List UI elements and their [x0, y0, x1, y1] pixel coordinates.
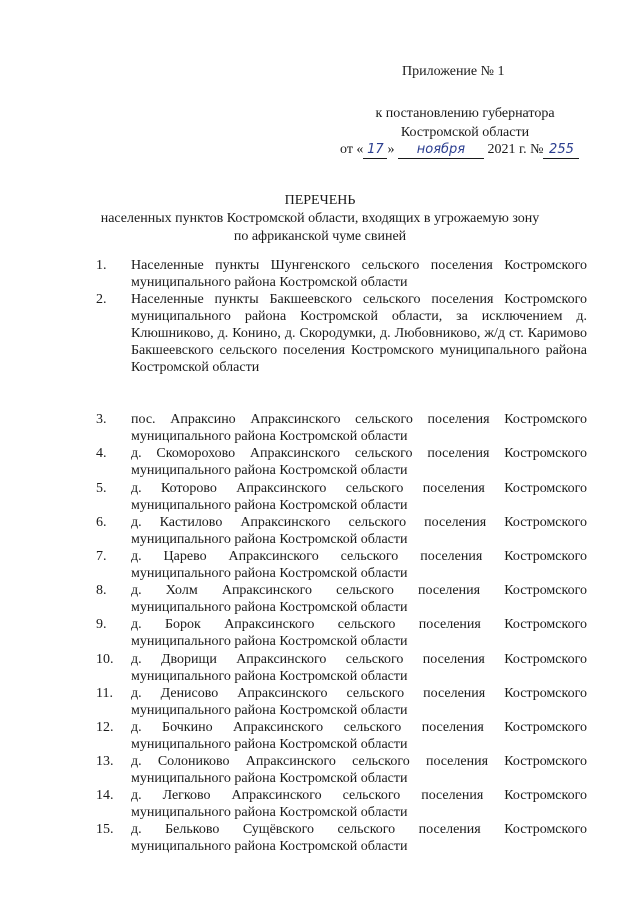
item-number: 4. [96, 446, 107, 462]
list-item [0, 719, 640, 753]
decree-reference [330, 104, 600, 142]
title-heading: ПЕРЕЧЕНЬ [284, 193, 356, 208]
list-item [0, 685, 640, 719]
list-item [0, 514, 640, 548]
list-item [0, 821, 640, 855]
item-number: 10. [96, 651, 114, 667]
item-text: д. Дворищи Апраксинского сельского поселения Костромского муниципального района Костромской области [131, 651, 587, 684]
title-line-2: по африканской чуме свиней [233, 229, 407, 244]
item-text: д. Легково Апраксинского сельского поселения Костромского муниципального района Костромской области [131, 788, 587, 821]
date-prefix: от « [340, 142, 364, 157]
item-number: 12. [96, 719, 114, 735]
item-text: д. Холм Апраксинского сельского поселения Костромского муниципального района Костромской области [131, 583, 587, 616]
list-item [0, 651, 640, 685]
item-text: д. Солониково Апраксинского сельского поселения Костромского муниципального района Костромской области [131, 754, 587, 787]
item-text: д. Кастилово Апраксинского сельского поселения Костромского муниципального района Костромской области [131, 514, 587, 547]
list-item [0, 445, 640, 479]
handwritten-day: 17 [363, 142, 387, 159]
list-item [0, 616, 640, 650]
item-text: д. Скоморохово Апраксинского сельского поселения Костромского муниципального района Костромской области [131, 446, 587, 479]
item-text: д. Царево Апраксинского сельского поселения Костромского муниципального района Костромской области [131, 548, 587, 581]
decree-line-1: к постановлению губернатора [375, 106, 555, 121]
item-text: д. Бельково Сущёвского сельского поселения Костромского муниципального района Костромской области [131, 822, 587, 855]
item-number: 1. [96, 258, 107, 273]
title-line-1: населенных пунктов Костромской области, входящих в угрожаемую зону [100, 211, 540, 226]
item-number: 2. [96, 292, 107, 308]
item-text: д. Борок Апраксинского сельского поселения Костромского муниципального района Костромской области [131, 617, 587, 650]
item-number: 13. [96, 754, 114, 770]
item-text: д. Денисово Апраксинского сельского поселения Костромского муниципального района Костромской области [131, 685, 587, 718]
item-number: 5. [96, 480, 107, 496]
item-text: Населенные пункты Бакшеевского сельского поселения Костромского муниципального района Костромской области, за исключением д. Клюшниково, д. Конино, д. Скородумки, д. Любовниково, ж/д ст. Каримово Бакшеевского сельского поселения Костромского муниципального района Костромской области [131, 292, 587, 376]
list-item [0, 480, 640, 514]
list-item [0, 411, 640, 445]
list-item [0, 787, 640, 821]
list-item [0, 291, 640, 411]
list-item [0, 257, 640, 291]
handwritten-number: 255 [543, 142, 579, 159]
list-item [0, 582, 640, 616]
item-number: 14. [96, 788, 114, 804]
item-text: пос. Апраксино Апраксинского сельского поселения Костромского муниципального района Костромской области [131, 412, 587, 445]
list-title [60, 192, 580, 246]
item-text: д. Которово Апраксинского сельского поселения Костромского муниципального района Костромской области [131, 480, 587, 513]
decree-date-line [340, 140, 579, 160]
handwritten-month: ноября [398, 142, 484, 159]
settlements-list [0, 257, 640, 856]
item-number: 11. [96, 685, 113, 701]
item-number: 7. [96, 548, 107, 564]
date-year: 2021 г. № [487, 142, 544, 157]
item-number: 3. [96, 412, 107, 428]
item-number: 6. [96, 514, 107, 530]
item-number: 8. [96, 583, 107, 599]
item-number: 15. [96, 822, 114, 838]
item-text: д. Бочкино Апраксинского сельского поселения Костромского муниципального района Костромской области [131, 719, 587, 752]
appendix-label: Приложение № 1 [402, 64, 505, 79]
decree-line-2: Костромской области [400, 125, 530, 140]
list-item [0, 753, 640, 787]
item-number: 9. [96, 617, 107, 633]
date-mid: » [387, 142, 395, 157]
item-text: Населенные пункты Шунгенского сельского поселения Костромского муниципального района Костромской области [131, 258, 587, 290]
list-item [0, 548, 640, 582]
